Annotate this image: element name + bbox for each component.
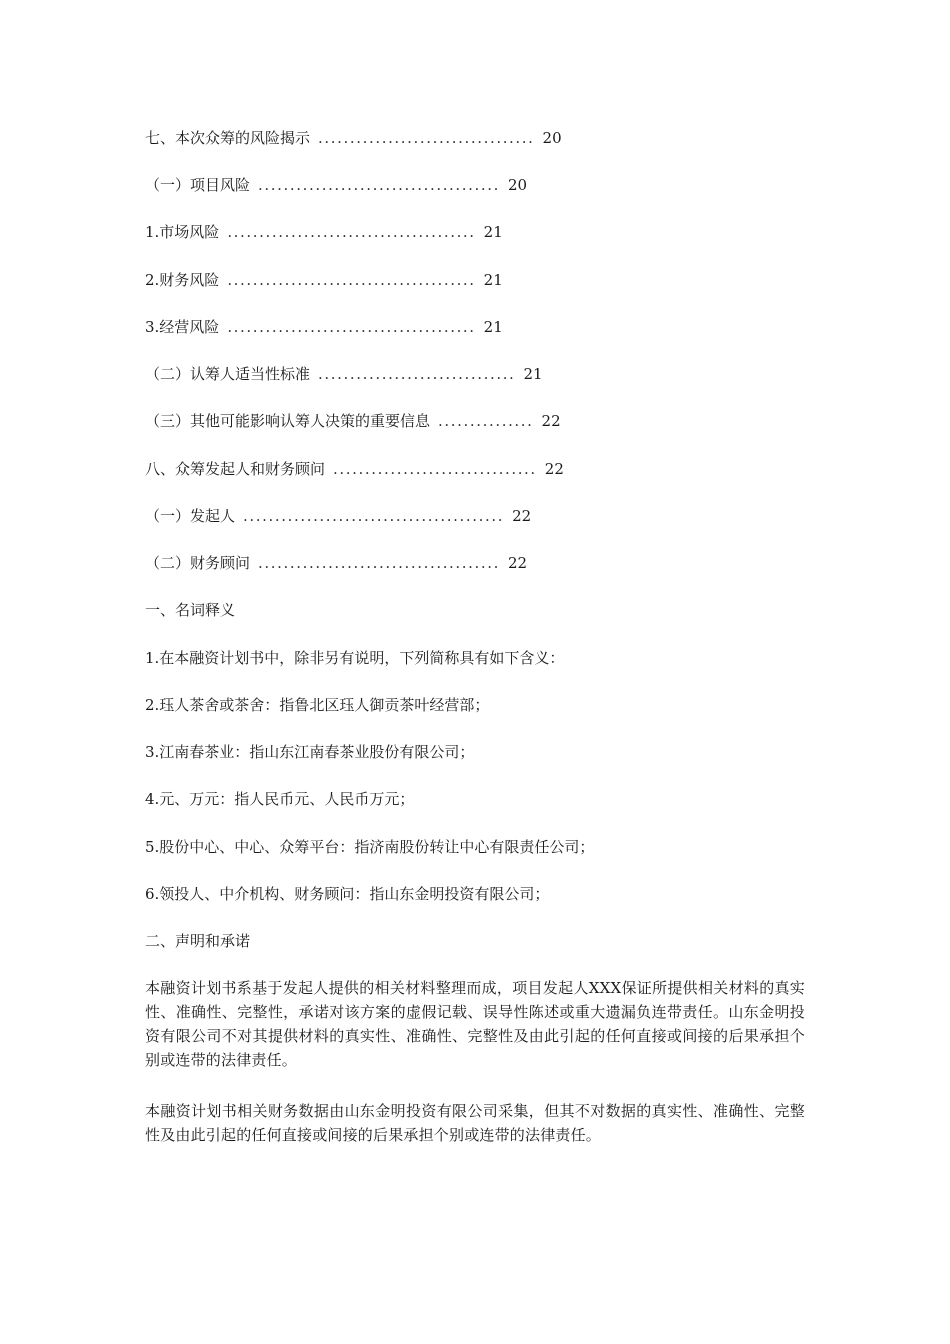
toc-entry-title: （一）发起人 xyxy=(145,507,236,525)
toc-entry xyxy=(145,504,531,528)
toc-entry-title: （三）其他可能影响认筹人决策的重要信息 xyxy=(145,412,431,430)
toc-entry-page: 20 xyxy=(542,129,562,147)
toc-entry-page: 22 xyxy=(512,507,532,525)
toc-entry-leader: ....................................... xyxy=(227,223,476,241)
declaration-paragraph: 本融资计划书相关财务数据由山东金明投资有限公司采集，但其不对数据的真实性、准确性、完整性及由此引起的任何直接或间接的后果承担个别或连带的法律责任。 xyxy=(145,1102,805,1144)
toc-entry-page: 20 xyxy=(508,176,528,194)
toc-entry-title: （二）认筹人适当性标准 xyxy=(145,365,311,383)
toc-entry-leader: .................................. xyxy=(318,129,535,147)
toc-entry-leader: ............... xyxy=(438,412,534,430)
toc-entry-page: 21 xyxy=(523,365,543,383)
section-heading-definitions: 一、名词释义 xyxy=(145,601,236,619)
definition-item: 5.股份中心、中心、众筹平台：指济南股份转让中心有限责任公司； xyxy=(145,838,595,856)
definition-item: 3.江南春茶业：指山东江南春茶业股份有限公司； xyxy=(145,743,475,761)
toc-entry xyxy=(145,315,503,339)
toc-entry-title: 八、众筹发起人和财务顾问 xyxy=(145,460,326,478)
declaration-paragraph: 本融资计划书系基于发起人提供的相关材料整理而成，项目发起人XXX保证所提供相关材料的真实性、准确性、完整性，承诺对该方案的虚假记载、误导性陈述或重大遗漏负连带责任。山东金明投资有限公司不对其提供材料的真实性、准确性、完整性及由此引起的任何直接或间接的后果承担个别或连带的法律责任。 xyxy=(145,979,805,1069)
toc-entry xyxy=(145,126,562,150)
toc-entry-leader: ....................................... xyxy=(227,271,476,289)
toc-entry-page: 22 xyxy=(541,412,561,430)
toc-entry xyxy=(145,409,561,433)
toc-entry xyxy=(145,551,527,575)
toc-entry-page: 21 xyxy=(483,318,503,336)
toc-entry xyxy=(145,268,503,292)
section-heading-declaration: 二、声明和承诺 xyxy=(145,932,251,950)
toc-entry-leader: ......................................... xyxy=(243,507,505,525)
toc-entry-leader: ...................................... xyxy=(258,176,501,194)
toc-entry-page: 21 xyxy=(483,223,503,241)
toc-entry xyxy=(145,362,543,386)
toc-entry-page: 21 xyxy=(483,271,503,289)
definition-item: 4.元、万元：指人民币元、人民币万元； xyxy=(145,790,415,808)
toc-entry-title: （二）财务顾问 xyxy=(145,554,251,572)
toc-entry-leader: ....................................... xyxy=(227,318,476,336)
toc-entry-leader: ................................ xyxy=(333,460,537,478)
toc-entry xyxy=(145,220,503,244)
toc-entry-title: 3.经营风险 xyxy=(145,318,220,336)
toc-entry xyxy=(145,173,527,197)
definition-item: 2.珏人茶舍或茶舍：指鲁北区珏人御贡茶叶经营部； xyxy=(145,696,490,714)
toc-entry-page: 22 xyxy=(544,460,564,478)
definition-item: 6.领投人、中介机构、财务顾问：指山东金明投资有限公司； xyxy=(145,885,550,903)
toc-entry-leader: ............................... xyxy=(318,365,516,383)
toc-entry-title: 七、本次众筹的风险揭示 xyxy=(145,129,311,147)
toc-entry-page: 22 xyxy=(508,554,528,572)
toc-entry-title: 1.市场风险 xyxy=(145,223,220,241)
toc-entry-title: （一）项目风险 xyxy=(145,176,251,194)
toc-entry xyxy=(145,457,564,481)
toc-entry-leader: ...................................... xyxy=(258,554,501,572)
definition-item: 1.在本融资计划书中，除非另有说明，下列简称具有如下含义： xyxy=(145,649,565,667)
toc-entry-title: 2.财务风险 xyxy=(145,271,220,289)
